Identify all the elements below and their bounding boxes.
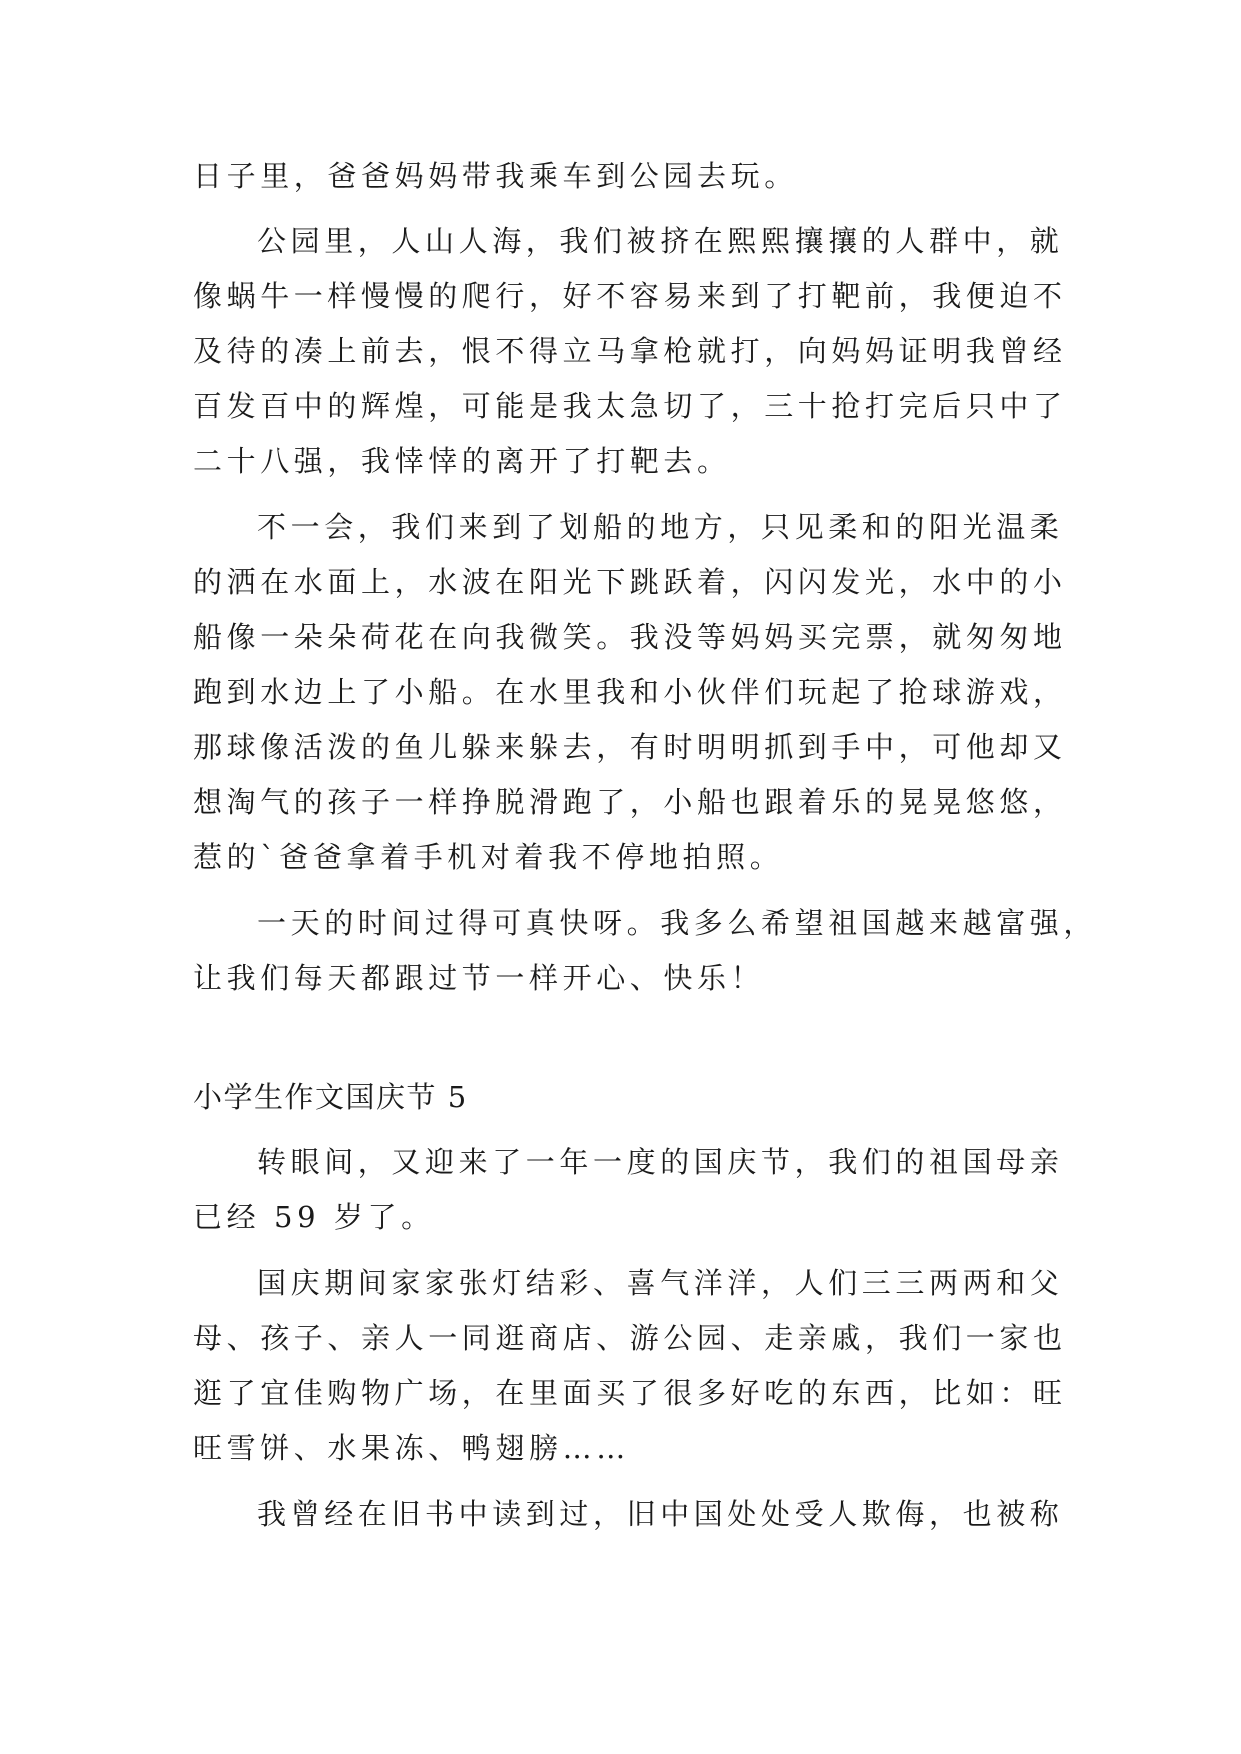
text-line: 百发百中的辉煌，可能是我太急切了，三十抢打完后只中了 bbox=[193, 389, 1067, 423]
text-line: 让我们每天都跟过节一样开心、快乐！ bbox=[193, 961, 765, 995]
paragraph-start-line: 不一会，我们来到了划船的地方，只见柔和的阳光温柔 bbox=[257, 510, 1064, 544]
text-line: 像蜗牛一样慢慢的爬行，好不容易来到了打靶前，我便迫不 bbox=[193, 279, 1067, 313]
text-line: 母、孩子、亲人一同逛商店、游公园、走亲戚，我们一家也 bbox=[193, 1321, 1067, 1355]
text-line: 已经 59 岁了。 bbox=[193, 1200, 435, 1234]
text-line: 惹的`爸爸拿着手机对着我不停地拍照。 bbox=[193, 840, 784, 874]
paragraph-start-line: 国庆期间家家张灯结彩、喜气洋洋，人们三三两两和父 bbox=[257, 1266, 1064, 1300]
text-line: 逛了宜佳购物广场，在里面买了很多好吃的东西，比如：旺 bbox=[193, 1376, 1067, 1410]
text-line: 的洒在水面上，水波在阳光下跳跃着，闪闪发光，水中的小 bbox=[193, 565, 1067, 599]
text-line: 那球像活泼的鱼儿躲来躲去，有时明明抓到手中，可他却又 bbox=[193, 730, 1067, 764]
text-line: 二十八强，我悻悻的离开了打靶去。 bbox=[193, 444, 731, 478]
paragraph-start-line: 我曾经在旧书中读到过，旧中国处处受人欺侮，也被称 bbox=[257, 1497, 1064, 1531]
section-title: 小学生作文国庆节 5 bbox=[193, 1080, 468, 1114]
text-line: 及待的凑上前去，恨不得立马拿枪就打，向妈妈证明我曾经 bbox=[193, 334, 1067, 368]
text-line: 想淘气的孩子一样挣脱滑跑了，小船也跟着乐的晃晃悠悠， bbox=[193, 785, 1067, 819]
paragraph-start-line: 一天的时间过得可真快呀。我多么希望祖国越来越富强， bbox=[257, 906, 1098, 940]
text-line: 船像一朵朵荷花在向我微笑。我没等妈妈买完票，就匆匆地 bbox=[193, 620, 1067, 654]
text-line: 跑到水边上了小船。在水里我和小伙伴们玩起了抢球游戏， bbox=[193, 675, 1067, 709]
text-line: 日子里，爸爸妈妈带我乘车到公园去玩。 bbox=[193, 159, 798, 193]
paragraph-start-line: 公园里，人山人海，我们被挤在熙熙攘攘的人群中，就 bbox=[257, 224, 1064, 258]
text-line: 旺雪饼、水果冻、鸭翅膀…… bbox=[193, 1431, 630, 1465]
paragraph-start-line: 转眼间，又迎来了一年一度的国庆节，我们的祖国母亲 bbox=[257, 1145, 1064, 1179]
